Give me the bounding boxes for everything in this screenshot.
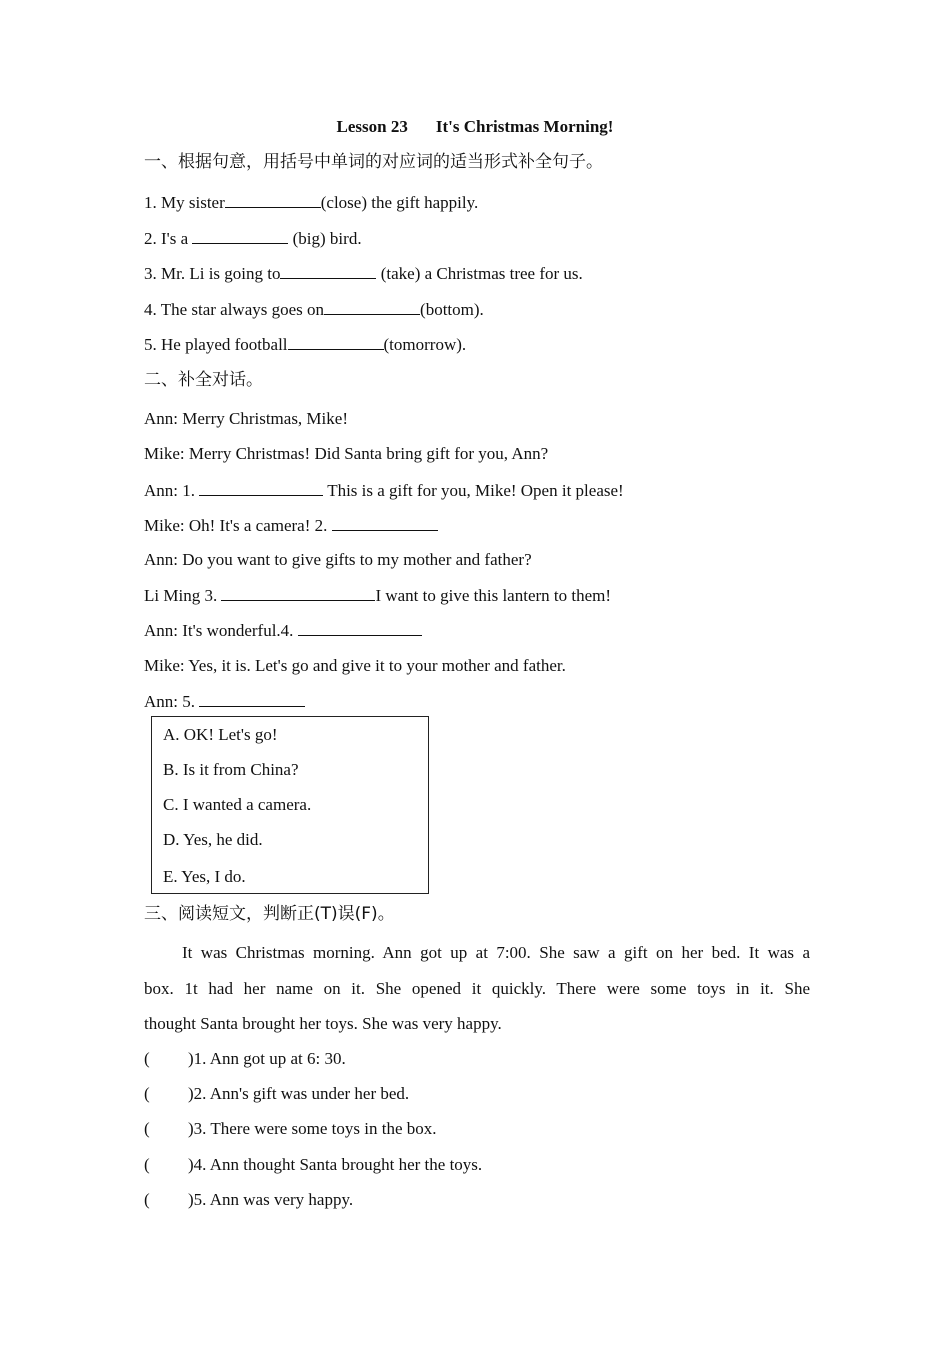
tf-item-3: ( )3. There were some toys in the box. <box>144 1119 437 1138</box>
fill-item-4: 4. The star always goes on (bottom). <box>144 300 484 319</box>
answer-blank[interactable] <box>199 479 323 496</box>
options-box <box>151 716 429 894</box>
answer-paren[interactable]: ( <box>144 1084 150 1103</box>
dialogue-line: Ann: Merry Christmas, Mike! <box>144 409 348 428</box>
page-title <box>0 116 950 138</box>
passage-line-2: box. 1t had her name on it. She opened it quickly. There were some toys in it. She <box>144 979 810 998</box>
lesson-name: It's Christmas Morning! <box>435 117 614 136</box>
answer-blank[interactable] <box>192 227 288 244</box>
answer-blank[interactable] <box>332 514 438 531</box>
answer-blank[interactable] <box>280 262 376 279</box>
answer-blank[interactable] <box>225 191 321 208</box>
option-a: A. OK! Let's go! <box>163 725 278 744</box>
answer-paren[interactable]: ( <box>144 1155 150 1174</box>
dialogue-line: Mike: Oh! It's a camera! 2. <box>144 514 438 537</box>
dialogue-line: Ann: 1. This is a gift for you, Mike! Open it please! <box>144 481 624 500</box>
fill-item-5: 5. He played football (tomorrow). <box>144 335 467 354</box>
section3-heading: 三、阅读短文，判断正(T)误(F)。 <box>144 904 395 924</box>
option-e: E. Yes, I do. <box>163 867 246 886</box>
dialogue-line: Mike: Merry Christmas! Did Santa bring gift for you, Ann? <box>144 444 549 463</box>
tf-item-5: ( )5. Ann was very happy. <box>144 1190 354 1209</box>
tf-item-4: ( )4. Ann thought Santa brought her the toys. <box>144 1155 483 1174</box>
dialogue-line: Mike: Yes, it is. Let's go and give it to your mother and father. <box>144 656 566 675</box>
passage-line-1: It was Christmas morning. Ann got up at 7:00. She saw a gift on her bed. It was a <box>182 943 810 962</box>
answer-blank[interactable] <box>221 584 375 601</box>
dialogue-line: Ann: 5. <box>144 690 305 713</box>
dialogue-line: Li Ming 3. I want to give this lantern to them! <box>144 586 612 605</box>
dialogue-line: Ann: Do you want to give gifts to my mother and father? <box>144 550 532 569</box>
fill-item-2: 2. I's a (big) bird. <box>144 229 362 248</box>
passage-line-3: thought Santa brought her toys. She was very happy. <box>144 1014 502 1033</box>
answer-paren[interactable]: ( <box>144 1190 150 1209</box>
section1-heading: 一、根据句意，用括号中单词的对应词的适当形式补全句子。 <box>144 152 603 172</box>
answer-blank[interactable] <box>324 298 420 315</box>
option-d: D. Yes, he did. <box>163 830 263 849</box>
fill-item-1: 1. My sister (close) the gift happily. <box>144 193 479 212</box>
answer-blank[interactable] <box>298 619 422 636</box>
answer-paren[interactable]: ( <box>144 1049 150 1068</box>
fill-item-3: 3. Mr. Li is going to (take) a Christmas tree for us. <box>144 264 583 283</box>
option-b: B. Is it from China? <box>163 760 299 779</box>
tf-item-2: ( )2. Ann's gift was under her bed. <box>144 1084 410 1103</box>
section2-heading: 二、补全对话。 <box>144 370 263 390</box>
option-c: C. I wanted a camera. <box>163 795 312 814</box>
lesson-number: Lesson 23 <box>336 117 408 136</box>
answer-paren[interactable]: ( <box>144 1119 150 1138</box>
dialogue-line: Ann: It's wonderful.4. <box>144 619 422 642</box>
tf-item-1: ( )1. Ann got up at 6: 30. <box>144 1049 346 1068</box>
answer-blank[interactable] <box>288 333 384 350</box>
answer-blank[interactable] <box>199 690 305 707</box>
